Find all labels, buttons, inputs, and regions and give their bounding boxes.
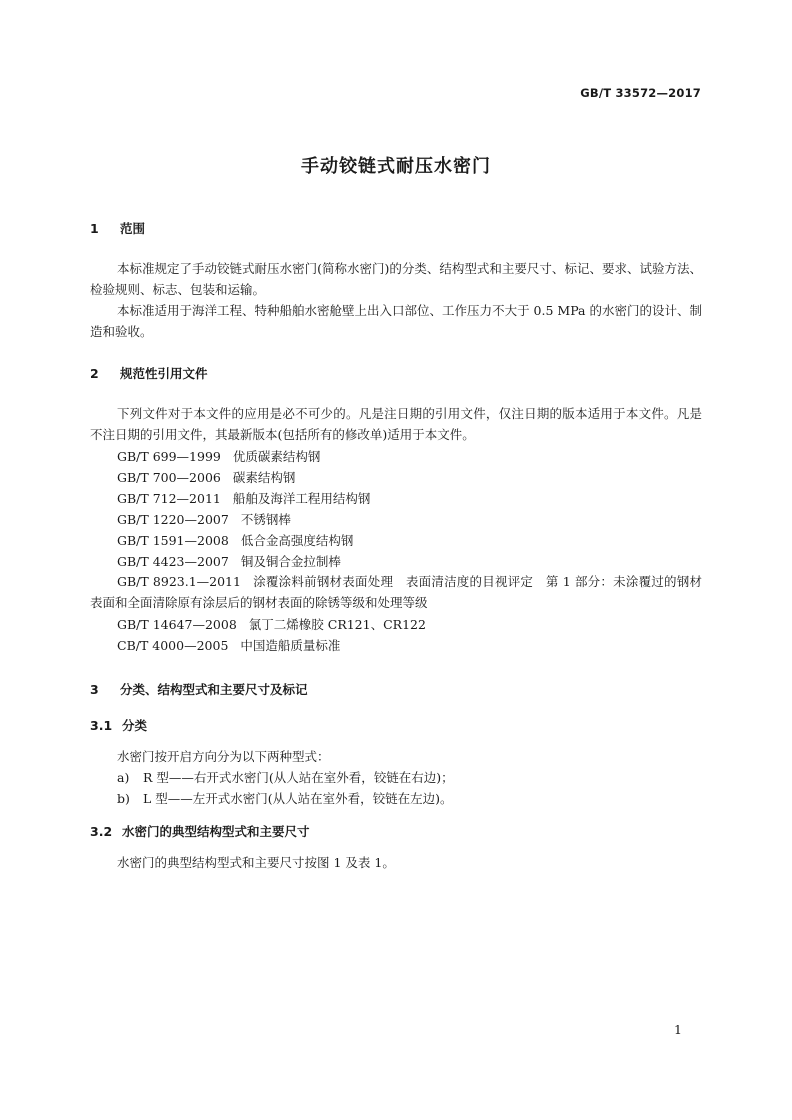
list-text: L 型——左开式水密门(从人站在室外看，铰链在左边)。 (143, 791, 453, 806)
reference-title: 低合金高强度结构钢 (240, 533, 354, 548)
section-title: 规范性引用文件 (120, 366, 208, 381)
reference-code: CB/T 4000—2005 (117, 638, 229, 653)
reference-title: 中国造船质量标准 (240, 638, 341, 653)
reference-code: GB/T 4423—2007 (117, 554, 229, 569)
list-marker: b) (117, 791, 130, 806)
subsection-3-2-heading (90, 822, 310, 840)
reference-code: GB/T 1591—2008 (117, 533, 229, 548)
section-number: 1 (90, 221, 99, 236)
list-item (117, 767, 454, 788)
reference-item (117, 488, 370, 509)
reference-item (90, 572, 702, 614)
reference-item (117, 509, 291, 530)
classification-intro: 水密门按开启方向分为以下两种型式： (117, 749, 330, 764)
standard-number: GB/T 33572—2017 (580, 86, 701, 100)
reference-code: GB/T 14647—2008 (117, 617, 237, 632)
section-title: 分类、结构型式和主要尺寸及标记 (120, 682, 308, 697)
reference-item (117, 530, 353, 551)
list-text: R 型——右开式水密门(从人站在室外看，铰链在右边)； (143, 770, 454, 785)
reference-title: 船舶及海洋工程用结构钢 (232, 491, 371, 506)
subsection-3-1-heading (90, 716, 147, 734)
structure-reference-text: 水密门的典型结构型式和主要尺寸按图 1 及表 1。 (117, 855, 395, 870)
reference-code: GB/T 700—2006 (117, 470, 221, 485)
reference-title: 优质碳素结构钢 (232, 449, 321, 464)
page-number: 1 (674, 1022, 682, 1037)
reference-code: GB/T 699—1999 (117, 449, 221, 464)
section-number: 2 (90, 366, 99, 381)
reference-item (117, 551, 341, 572)
reference-code: GB/T 8923.1—2011 (117, 574, 241, 589)
reference-title: 氯丁二烯橡胶 CR121、CR122 (248, 617, 426, 632)
references-intro: 下列文件对于本文件的应用是必不可少的。凡是注日期的引用文件，仅注日期的版本适用于本文件。凡是不注日期的引用文件，其最新版本(包括所有的修改单)适用于本文件。 (90, 406, 702, 442)
section-title: 水密门的典型结构型式和主要尺寸 (122, 824, 310, 839)
reference-item (117, 446, 320, 467)
reference-item (117, 614, 426, 635)
reference-code: GB/T 1220—2007 (117, 512, 229, 527)
reference-item (117, 467, 295, 488)
section-number: 3.2 (90, 824, 113, 839)
reference-title: 涂覆涂料前钢材表面处理 表面清洁度的目视评定 第 1 部分：未涂覆过的钢材表面和全面清除原有涂层后的钢材表面的除锈等级和处理等级 (90, 574, 702, 610)
reference-title: 铜及铜合金拉制棒 (240, 554, 341, 569)
reference-title: 不锈钢棒 (240, 512, 291, 527)
list-marker: a) (117, 770, 130, 785)
reference-item (117, 635, 340, 656)
section-title: 分类 (122, 718, 148, 733)
scope-paragraph-2: 本标准适用于海洋工程、特种船舶水密舱壁上出入口部位、工作压力不大于 0.5 MPa 的水密门的设计、制造和验收。 (90, 303, 702, 339)
section-1-heading (90, 219, 145, 237)
section-number: 3 (90, 682, 99, 697)
section-number: 3.1 (90, 718, 113, 733)
section-3-heading (90, 680, 308, 698)
reference-code: GB/T 712—2011 (117, 491, 221, 506)
section-title: 范围 (120, 221, 146, 236)
scope-paragraph-1: 本标准规定了手动铰链式耐压水密门(简称水密门)的分类、结构型式和主要尺寸、标记、要求、试验方法、检验规则、标志、包装和运输。 (90, 261, 702, 297)
reference-title: 碳素结构钢 (232, 470, 296, 485)
section-2-heading (90, 364, 208, 382)
list-item (117, 788, 453, 809)
document-title: 手动铰链式耐压水密门 (301, 156, 491, 177)
